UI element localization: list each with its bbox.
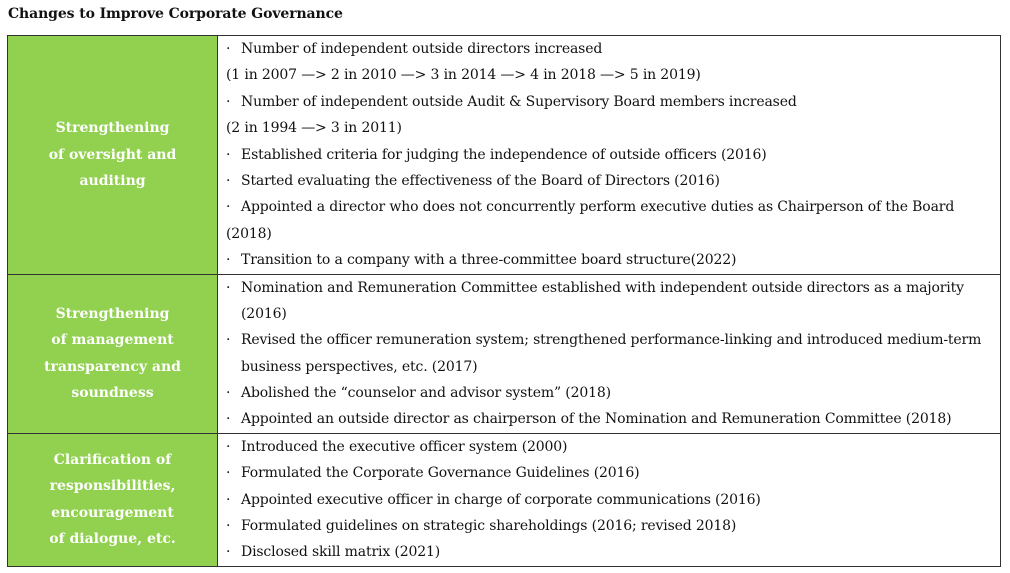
- list-item: [218, 89, 1000, 115]
- list-item-continuation: [218, 354, 1000, 380]
- list-item: [218, 460, 1000, 486]
- list-item: [218, 539, 1000, 565]
- list-item: [218, 406, 1000, 432]
- list-item: [218, 275, 1000, 301]
- bullet-marker: ·: [226, 332, 231, 349]
- bullet-marker: ·: [226, 146, 231, 163]
- list-item: [218, 380, 1000, 406]
- list-item-continuation: [218, 301, 1000, 327]
- category-cell: [8, 36, 218, 275]
- bullet-marker: ·: [226, 279, 231, 296]
- category-label-line: auditing: [79, 173, 146, 189]
- bullet-marker: ·: [226, 544, 231, 561]
- list-item: [218, 168, 1000, 194]
- items-cell: [218, 433, 1001, 566]
- list-item-continuation: [218, 115, 1000, 141]
- category-label-line: Strengthening: [55, 120, 170, 136]
- bullet-marker: ·: [226, 438, 231, 455]
- list-item-text: Number of independent outside Audit & Supervisory Board members increased: [241, 93, 797, 110]
- list-item-continuation: [218, 221, 1000, 247]
- list-item-text: Started evaluating the effectiveness of the Board of Directors (2016): [241, 172, 720, 189]
- list-item-text: (2016): [241, 305, 287, 322]
- list-item-text: Established criteria for judging the independence of outside officers (2016): [241, 146, 767, 163]
- bullet-marker: ·: [226, 252, 231, 269]
- bullet-marker: ·: [226, 465, 231, 482]
- list-item-text: Formulated the Corporate Governance Guidelines (2016): [241, 465, 640, 482]
- list-item: [218, 327, 1000, 353]
- category-label-line: of management: [51, 332, 174, 349]
- bullet-marker: ·: [226, 199, 231, 216]
- category-label-line: Clarification of: [53, 451, 172, 468]
- bullet-marker: ·: [226, 41, 231, 57]
- governance-table: [7, 35, 1001, 567]
- category-label-line: of oversight and: [48, 146, 177, 163]
- list-item-text: (2 in 1994 —> 3 in 2011): [226, 120, 402, 137]
- page-title: Changes to Improve Corporate Governance: [8, 6, 343, 22]
- items-cell: [218, 274, 1001, 433]
- list-item-text: Nomination and Remuneration Committee established with independent outside directors as a majority: [241, 279, 964, 296]
- bullet-marker: ·: [226, 491, 231, 508]
- items-cell: [218, 36, 1001, 275]
- section-row: [8, 433, 1001, 566]
- bullet-marker: ·: [226, 518, 231, 535]
- list-item: [218, 487, 1000, 513]
- list-item-text: Formulated guidelines on strategic shareholdings (2016; revised 2018): [241, 518, 737, 535]
- bullet-marker: ·: [226, 411, 231, 428]
- list-item-text: (1 in 2007 —> 2 in 2010 —> 3 in 2014 —> 4 in 2018 —> 5 in 2019): [226, 67, 701, 84]
- category-label-line: Strengthening: [55, 305, 170, 322]
- list-item-text: Number of independent outside directors increased: [241, 41, 603, 57]
- bullet-marker: ·: [226, 172, 231, 189]
- list-item-text: Transition to a company with a three-committee board structure(2022): [241, 252, 737, 269]
- category-label-line: transparency and: [44, 358, 181, 375]
- list-item-continuation: [218, 62, 1000, 88]
- section-row: [8, 36, 1001, 275]
- list-item: [218, 36, 1000, 62]
- list-item-text: Revised the officer remuneration system; strengthened performance-linking and introduced medium-term: [241, 332, 982, 349]
- section-row: [8, 274, 1001, 433]
- category-label-line: soundness: [71, 385, 154, 402]
- category-label-line: responsibilities,: [49, 478, 176, 495]
- list-item: [218, 142, 1000, 168]
- list-item-text: business perspectives, etc. (2017): [241, 358, 478, 375]
- list-item-text: Appointed an outside director as chairperson of the Nomination and Remuneration Committee (2018): [241, 411, 952, 428]
- category-label-line: encouragement: [51, 504, 174, 521]
- list-item: [218, 513, 1000, 539]
- bullet-marker: ·: [226, 93, 231, 110]
- category-cell: [8, 274, 218, 433]
- list-item: [218, 194, 1000, 220]
- list-item: [218, 434, 1000, 460]
- list-item-text: Disclosed skill matrix (2021): [241, 544, 441, 561]
- bullet-marker: ·: [226, 385, 231, 402]
- list-item-text: (2018): [226, 225, 272, 242]
- category-cell: [8, 433, 218, 566]
- list-item-text: Abolished the “counselor and advisor system” (2018): [241, 385, 611, 402]
- list-item-text: Appointed a director who does not concurrently perform executive duties as Chairperson of the Board: [241, 199, 955, 216]
- list-item: [218, 247, 1000, 273]
- category-label-line: of dialogue, etc.: [49, 531, 176, 548]
- list-item-text: Introduced the executive officer system (2000): [241, 438, 568, 455]
- list-item-text: Appointed executive officer in charge of corporate communications (2016): [241, 491, 761, 508]
